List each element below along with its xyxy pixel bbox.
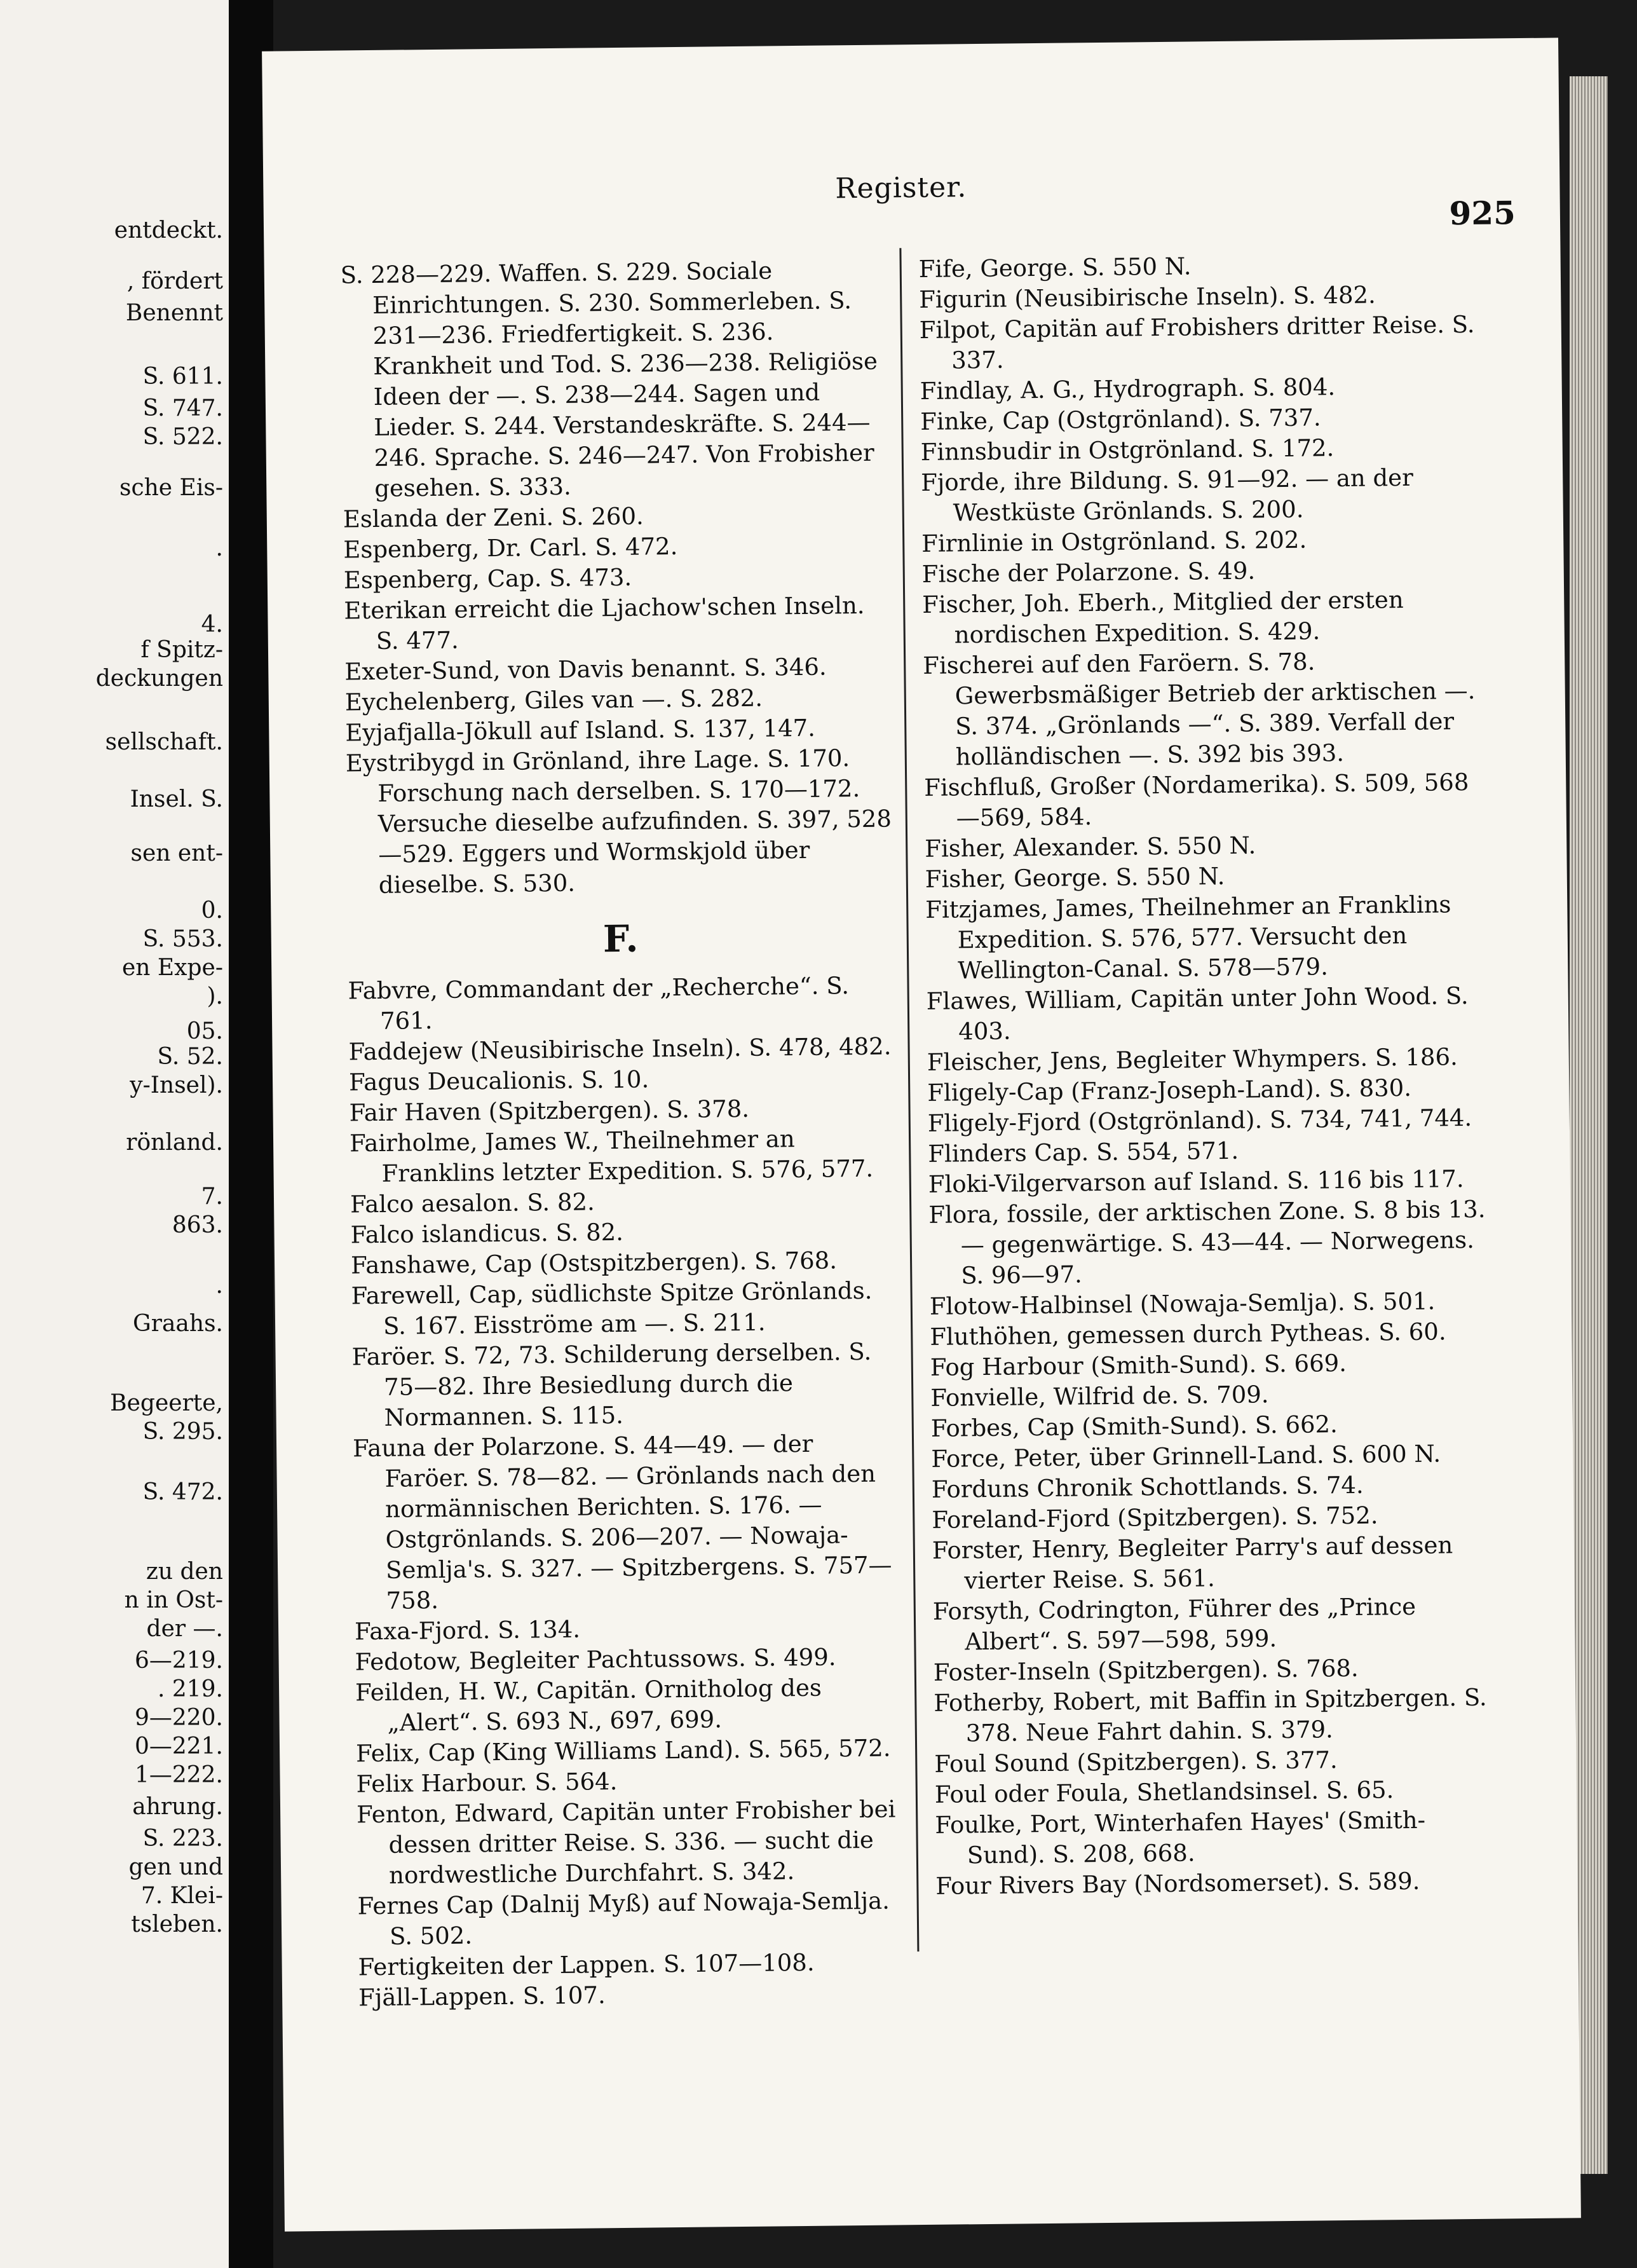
index-entry: Feilden, H. W., Capitän. Ornitholog des „Alert“. S. 693 N., 697, 699. [355, 1674, 822, 1737]
facing-page-text: 0—221. [134, 1733, 223, 1759]
index-entry: Fertigkeiten der Lappen. S. 107—108. [358, 1948, 815, 1981]
facing-page-text: 6—219. [134, 1648, 223, 1674]
facing-page-text: 9—220. [134, 1705, 223, 1731]
index-entry: Foul Sound (Spitzbergen). S. 377. [934, 1746, 1338, 1778]
index-entry: Fleischer, Jens, Begleiter Whympers. S. 186. [927, 1043, 1458, 1076]
facing-page-text: n in Ost- [124, 1587, 223, 1613]
index-entry: Figurin (Neusibirische Inseln). S. 482. [919, 281, 1376, 313]
facing-page-text: ). [207, 983, 223, 1009]
register-page [262, 38, 1581, 2231]
index-entry: Faröer. S. 72, 73. Schilderung derselben. S. 75—82. Ihre Besiedlung durch die Normannen. S. 115. [351, 1337, 872, 1431]
index-entry: Firnlinie in Ostgrönland. S. 202. [921, 526, 1307, 557]
facing-page-text: Graahs. [133, 1311, 223, 1337]
index-entry: Foul oder Foula, Shetlandsinsel. S. 65. [934, 1776, 1394, 1808]
facing-page-text: 05. [186, 1018, 223, 1044]
facing-page-text: 7. [201, 1184, 223, 1210]
index-entry: Fjäll-Lappen. S. 107. [358, 1981, 606, 2012]
index-entry: Fischer, Joh. Eberh., Mitglied der ersten nordischen Expedition. S. 429. [922, 586, 1404, 649]
facing-page-text: f Spitz- [140, 637, 223, 663]
index-entry: Fauna der Polarzone. S. 44—49. — der Faröer. S. 78—82. — Grönlands nach den normännischen Berichten. S. 176. — Ostgrönlands. S. 206—207. — Nowaja-Semlja's. S. 327. — Spitzbergens. S. 757—758. [352, 1430, 892, 1615]
index-entry: Forsyth, Codrington, Führer des „Prince Albert“. S. 597—598, 599. [932, 1592, 1416, 1656]
index-entry: Fischfluß, Großer (Nordamerika). S. 509, 568—569, 584. [924, 768, 1469, 832]
facing-page-text: gen und [128, 1854, 223, 1880]
facing-page-text: sche Eis- [119, 475, 223, 501]
section-letter: F. [602, 917, 639, 961]
facing-page-text: entdeckt. [114, 217, 223, 243]
facing-page-text: S. 553. [142, 926, 223, 952]
index-entry: Espenberg, Cap. S. 473. [343, 563, 632, 594]
facing-page-fragment [0, 0, 229, 2268]
facing-page-text: ahrung. [132, 1794, 223, 1820]
running-head: Register. [835, 171, 967, 205]
index-entry: Farewell, Cap, südlichste Spitze Grönlands. S. 167. Eisströme am —. S. 211. [351, 1276, 873, 1340]
index-entry: Fitzjames, James, Theilnehmer an Franklins Expedition. S. 576, 577. Versucht den Wellington-Canal. S. 578—579. [925, 891, 1451, 985]
facing-page-text: S. 522. [142, 424, 223, 450]
index-entry: Fenton, Edward, Capitän unter Frobisher bei dessen dritter Reise. S. 336. — sucht die nordwestliche Durchfahrt. S. 342. [356, 1795, 896, 1889]
entries-e [341, 254, 894, 901]
index-entry: Eslanda der Zeni. S. 260. [343, 502, 644, 533]
facing-page-text: . 219. [157, 1676, 223, 1702]
index-entry: Flotow-Halbinsel (Nowaja-Semlja). S. 501. [929, 1287, 1436, 1320]
facing-page-text: S. 472. [142, 1479, 223, 1505]
index-entry: Fischerei auf den Faröern. S. 78. Gewerbsmäßiger Betrieb der arktischen —. S. 374. „Grönlands —“. S. 389. Verfall der holländischen —. S. 392 bis 393. [923, 648, 1476, 771]
entries-right [918, 249, 1495, 1902]
column-divider [899, 248, 919, 1951]
facing-page-text: Insel. S. [130, 786, 223, 812]
facing-page-text: en Expe- [121, 955, 223, 981]
index-entry: Fedotow, Begleiter Pachtussows. S. 499. [355, 1643, 836, 1676]
facing-page-text: S. 295. [142, 1419, 223, 1445]
index-entry: Fligely-Cap (Franz-Joseph-Land). S. 830. [927, 1074, 1412, 1107]
index-entry: Finnsbudir in Ostgrönland. S. 172. [920, 434, 1335, 466]
facing-page-text: S. 223. [142, 1826, 223, 1852]
index-entry: Finke, Cap (Ostgrönland). S. 737. [920, 404, 1321, 435]
index-entry: Flinders Cap. S. 554, 571. [928, 1137, 1239, 1168]
page-number: 925 [1449, 194, 1516, 233]
facing-page-text: sen ent- [130, 840, 223, 866]
index-entry: Fagus Deucalionis. S. 10. [348, 1065, 649, 1096]
facing-page-text: 863. [172, 1212, 223, 1238]
index-entry: Four Rivers Bay (Nordsomerset). S. 589. [935, 1867, 1420, 1900]
index-entry: Fairholme, James W., Theilnehmer an Franklins letzter Expedition. S. 576, 577. [349, 1125, 874, 1187]
index-entry: Fog Harbour (Smith-Sund). S. 669. [930, 1349, 1347, 1381]
index-entry: Fabvre, Commandant der „Recherche“. S. 761. [348, 972, 850, 1035]
index-entry: Foreland-Fjord (Spitzbergen). S. 752. [932, 1501, 1378, 1534]
index-entry: Falco aesalon. S. 82. [350, 1188, 595, 1219]
facing-page-text: sellschaft. [105, 729, 223, 755]
facing-page-text: der —. [146, 1616, 223, 1642]
facing-page-text: 4. [201, 611, 223, 638]
facing-page-text: . [215, 1273, 223, 1299]
index-entry: Eystribygd in Grönland, ihre Lage. S. 170. Forschung nach derselben. S. 170—172. Versuche dieselbe aufzufinden. S. 397, 528—529. Eggers und Wormskjold über dieselbe. S. 530. [345, 744, 892, 899]
facing-page-text: zu den [146, 1559, 223, 1585]
index-entry: Fotherby, Robert, mit Baffin in Spitzbergen. S. 378. Neue Fahrt dahin. S. 379. [934, 1683, 1487, 1747]
facing-page-text: tsleben. [131, 1911, 223, 1937]
facing-page-text: S. 747. [142, 395, 223, 421]
index-entry: Eychelenberg, Giles van —. S. 282. [344, 684, 763, 716]
index-entry: Eterikan erreicht die Ljachow'schen Inseln. S. 477. [344, 591, 865, 655]
facing-page-text: deckungen [95, 666, 223, 692]
index-entry: S. 228—229. Waffen. S. 229. Sociale Einrichtungen. S. 230. Sommerleben. S. 231—236. Friedfertigkeit. S. 236. Krankheit und Tod. S. 236—238. Religiöse Ideen der —. S. 238—244. Sagen und Lieder. S. 244. Verstandeskräfte. S. 244—246. Sprache. S. 246—247. Von Frobisher gesehen. S. 333. [340, 257, 878, 502]
index-entry: Exeter-Sund, von Davis benannt. S. 346. [344, 653, 827, 686]
facing-page-text: S. 52. [157, 1044, 223, 1070]
index-entry: Fonvielle, Wilfrid de. S. 709. [930, 1381, 1269, 1412]
index-entry: Espenberg, Dr. Carl. S. 472. [343, 532, 678, 564]
facing-page-text: 0. [201, 898, 223, 924]
index-entry: Fisher, George. S. 550 N. [925, 862, 1225, 893]
facing-page-text: 1—222. [134, 1762, 223, 1788]
facing-page-text: . [215, 535, 223, 561]
index-entry: Fjorde, ihre Bildung. S. 91—92. — an der Westküste Grönlands. S. 200. [921, 463, 1413, 527]
facing-page-text: rönland. [126, 1130, 223, 1156]
index-entry: Fluthöhen, gemessen durch Pytheas. S. 60. [930, 1318, 1446, 1351]
facing-page-text: Benennt [125, 300, 223, 326]
facing-page-text: S. 611. [142, 364, 223, 390]
index-entry: Faxa-Fjord. S. 134. [354, 1615, 581, 1646]
facing-page-text: y-Insel). [130, 1072, 223, 1098]
index-entry: Forduns Chronik Schottlands. S. 74. [931, 1471, 1364, 1503]
index-entry: Floki-Vilgervarson auf Island. S. 116 bis 117. [928, 1165, 1464, 1198]
index-entry: Falco islandicus. S. 82. [350, 1218, 624, 1249]
index-entry: Fife, George. S. 550 N. [918, 252, 1192, 283]
index-entry: Fanshawe, Cap (Ostspitzbergen). S. 768. [350, 1247, 838, 1280]
index-entry: Filpot, Capitän auf Frobishers dritter Reise. S. 337. [919, 310, 1475, 374]
index-entry: Flora, fossile, der arktischen Zone. S. 8 bis 13. — gegenwärtige. S. 43—44. — Norwegens. S. 96—97. [928, 1195, 1486, 1290]
index-entry: Felix Harbour. S. 564. [356, 1768, 618, 1798]
index-column-right [918, 249, 1495, 1902]
index-entry: Findlay, A. G., Hydrograph. S. 804. [920, 373, 1336, 405]
index-entry: Flawes, William, Capitän unter John Wood. S. 403. [926, 981, 1469, 1046]
index-entry: Forster, Henry, Begleiter Parry's auf dessen vierter Reise. S. 561. [932, 1531, 1453, 1595]
index-column-left [341, 254, 906, 2013]
index-entry: Fair Haven (Spitzbergen). S. 378. [349, 1095, 750, 1127]
facing-page-text: , fördert [126, 268, 223, 294]
entries-f [348, 970, 905, 2013]
index-entry: Fisher, Alexander. S. 550 N. [925, 831, 1256, 863]
index-entry: Fische der Polarzone. S. 49. [921, 557, 1256, 588]
index-entry: Force, Peter, über Grinnell-Land. S. 600 N. [931, 1440, 1441, 1473]
facing-page-text: Begeerte, [110, 1390, 223, 1416]
index-entry: Foulke, Port, Winterhafen Hayes' (Smith-Sund). S. 208, 668. [935, 1806, 1426, 1869]
index-entry: Fernes Cap (Dalnij Myß) auf Nowaja-Semlja. S. 502. [357, 1887, 890, 1950]
index-entry: Fligely-Fjord (Ostgrönland). S. 734, 741, 744. [927, 1103, 1472, 1137]
index-entry: Eyjafjalla-Jökull auf Island. S. 137, 147. [345, 714, 816, 747]
index-entry: Felix, Cap (King Williams Land). S. 565, 572. [355, 1734, 891, 1768]
index-entry: Foster-Inseln (Spitzbergen). S. 768. [933, 1654, 1359, 1686]
index-entry: Forbes, Cap (Smith-Sund). S. 662. [930, 1411, 1338, 1442]
facing-page-text: 7. Klei- [140, 1883, 223, 1909]
index-entry: Faddejew (Neusibirische Inseln). S. 478, 482. [348, 1032, 892, 1066]
